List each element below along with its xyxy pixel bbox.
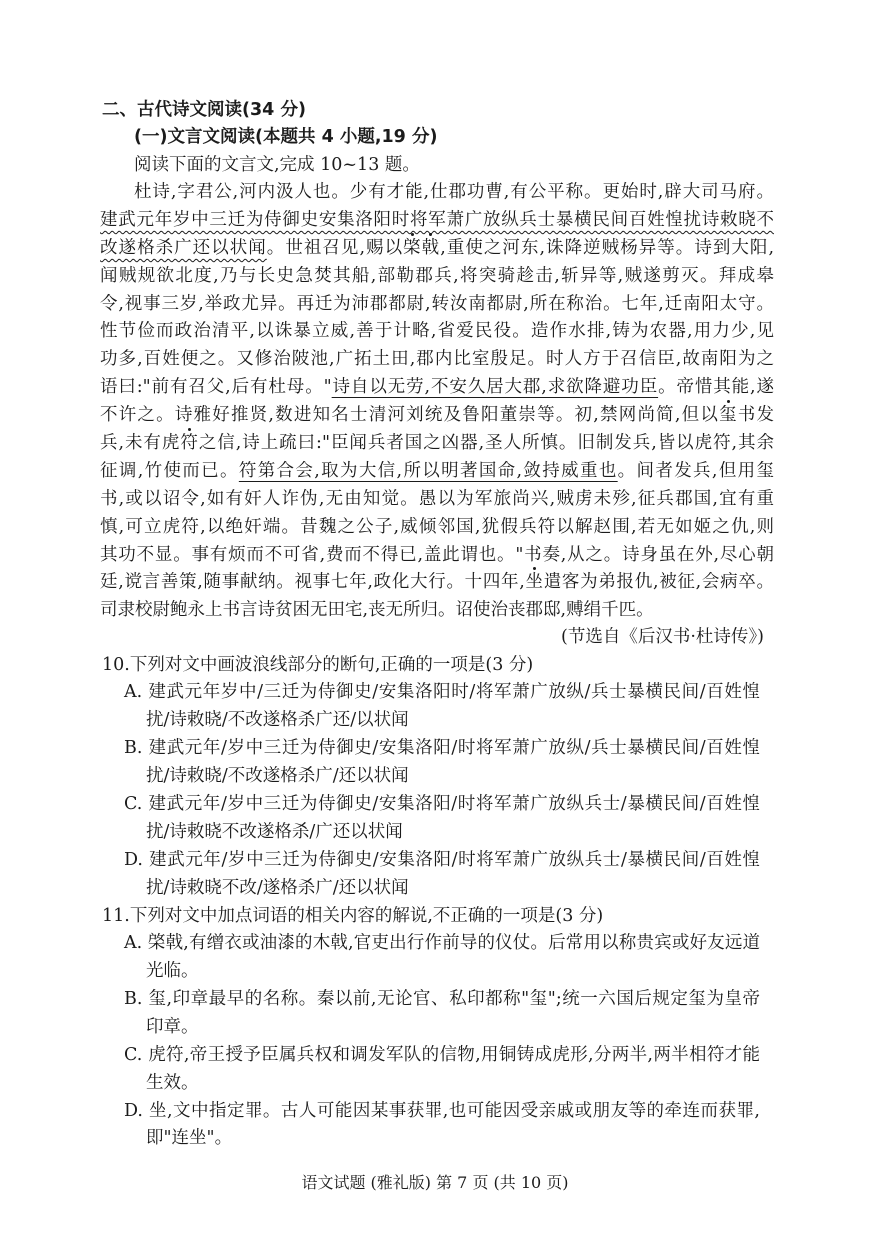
passage-line: 语曰:"前有召父,后有杜母。"诗自以无劳,不安久居大郡,求欲降避功臣。帝惜其能,遂 [100, 377, 775, 397]
instruction: 阅读下面的文言文,完成 10~13 题。 [134, 155, 420, 175]
option-c: C. 建武元年/岁中三迁为侍御史/安集洛阳/时将军萧广放纵兵士/暴横民间/百姓惶 [124, 794, 760, 814]
option-c-cont: 生效。 [146, 1073, 199, 1093]
underlined-text: 诗自以无劳,不安久居大郡,求欲降避功臣 [331, 377, 659, 397]
passage-line: 改遂格杀广还以状闻。世祖召见,赐以棨戟,重使之河东,诛降逆贼杨异等。诗到大阳, [100, 238, 775, 258]
dotted-word: 戟 [421, 238, 441, 258]
option-d: D. 建武元年/岁中三迁为侍御史/安集洛阳/时将军萧广放纵兵士/暴横民间/百姓惶 [124, 850, 760, 870]
option-c: C. 虎符,帝王授予臣属兵权和调发军队的信物,用铜铸成虎形,分两半,两半相符才能 [124, 1045, 760, 1065]
dotted-word: 坐 [524, 572, 544, 592]
option-d-cont: 即"连坐"。 [146, 1128, 233, 1148]
option-b: B. 建武元年/岁中三迁为侍御史/安集洛阳/时将军萧广放纵/兵士暴横民间/百姓惶 [124, 738, 760, 758]
option-a-cont: 扰/诗敕晓/不改遂格杀广还/以状闻 [146, 710, 409, 730]
question-stem: 10.下列对文中画波浪线部分的断句,正确的一项是(3 分) [102, 655, 534, 675]
page-footer: 语文试题 (雅礼版) 第 7 页 (共 10 页) [301, 1173, 569, 1192]
underlined-text: 符第合会,取为大信,所以明著国命,敛持威重也 [238, 461, 618, 481]
passage-line: 廷,谠言善策,随事献纳。视事七年,政化大行。十四年,坐遣客为弟报仇,被征,会病卒。 [100, 572, 774, 592]
option-c-cont: 扰/诗敕晓不改遂格杀/广还以状闻 [146, 822, 403, 842]
passage-line [100, 209, 774, 231]
passage-line: 兵,未有虎符之信,诗上疏曰:"臣闻兵者国之凶器,圣人所慎。旧制发兵,皆以虎符,其余 [100, 433, 775, 453]
passage-line: 闻贼规欲北度,乃与长史急焚其船,部勒郡兵,将突骑趁击,斩异等,贼遂剪灭。拜成皋 [100, 266, 774, 286]
passage-source: (节选自《后汉书·杜诗传》) [561, 627, 764, 647]
option-a: A. 建武元年岁中/三迁为侍御史/安集洛阳时/将军萧广放纵/兵士暴横民间/百姓惶 [124, 682, 760, 702]
passage-line: 功多,百姓便之。又修治陂池,广拓土田,郡内比室殷足。时人方于召信臣,故南阳为之 [100, 349, 774, 369]
dotted-word: 符 [180, 433, 199, 453]
passage-line: 其功不显。事有烦而不可省,费而不得已,盖此谓也。"书奏,从之。诗身虽在外,尽心朝 [100, 545, 774, 565]
passage-line: 征调,竹使而已。符第合会,取为大信,所以明著国命,敛持威重也。间者发兵,但用玺 [100, 461, 775, 481]
passage-line: 杜诗,字君公,河内汲人也。少有才能,仕郡功曹,有公平称。更始时,辟大司马府。 [134, 182, 774, 202]
passage-line: 书,或以诏令,如有奸人诈伪,无由知觉。愚以为军旅尚兴,贼虏未殄,征兵郡国,宜有重 [100, 489, 774, 509]
passage-line: 司隶校尉鲍永上书言诗贫困无田宅,丧无所归。诏使治丧郡邸,赙绢千匹。 [100, 600, 654, 620]
sub-title: (一)文言文阅读(本题共 4 小题,19 分) [134, 127, 438, 147]
option-b-cont: 印章。 [146, 1017, 199, 1037]
option-d-cont: 扰/诗敕晓不改/遂格杀广/还以状闻 [146, 878, 409, 898]
option-b-cont: 扰/诗敕晓/不改遂格杀广/还以状闻 [146, 766, 409, 786]
passage-line: 不许之。诗雅好推贤,数进知名士清河刘统及鲁阳董崇等。初,禁网尚简,但以玺书发 [100, 405, 775, 425]
wavy-underlined-text: 改遂格杀广还以状闻 [100, 238, 267, 258]
dotted-word: 玺 [719, 405, 738, 425]
option-b: B. 玺,印章最早的名称。秦以前,无论官、私印都称"玺";统一六国后规定玺为皇帝 [124, 989, 760, 1009]
question-stem: 11.下列对文中加点词语的相关内容的解说,不正确的一项是(3 分) [102, 906, 604, 926]
dotted-word: 棨 [403, 238, 422, 258]
section-title: 二、古代诗文阅读(34 分) [102, 100, 306, 120]
option-a-cont: 光临。 [146, 961, 199, 981]
wavy-underlined-text: 建武元年岁中三迁为侍御史安集洛阳时将军萧广放纵兵士暴横民间百姓惶扰诗敕晓不 [100, 210, 774, 230]
passage-line: 慎,可立虎符,以绝奸端。昔魏之公子,威倾邻国,犹假兵符以解赵围,若无如姬之仇,则 [100, 517, 774, 537]
option-a: A. 棨戟,有缯衣或油漆的木戟,官吏出行作前导的仪仗。后常用以称贵宾或好友远道 [124, 933, 760, 953]
passage-line: 性节俭而政治清平,以诛暴立威,善于计略,省爱民役。造作水排,铸为农器,用力少,见 [100, 321, 774, 341]
passage-line: 令,视事三岁,举政尤异。再迁为沛郡都尉,转汝南都尉,所在称治。七年,迁南阳太守。 [100, 294, 774, 314]
option-d: D. 坐,文中指定罪。古人可能因某事获罪,也可能因受亲戚或朋友等的牵连而获罪, [124, 1101, 760, 1121]
